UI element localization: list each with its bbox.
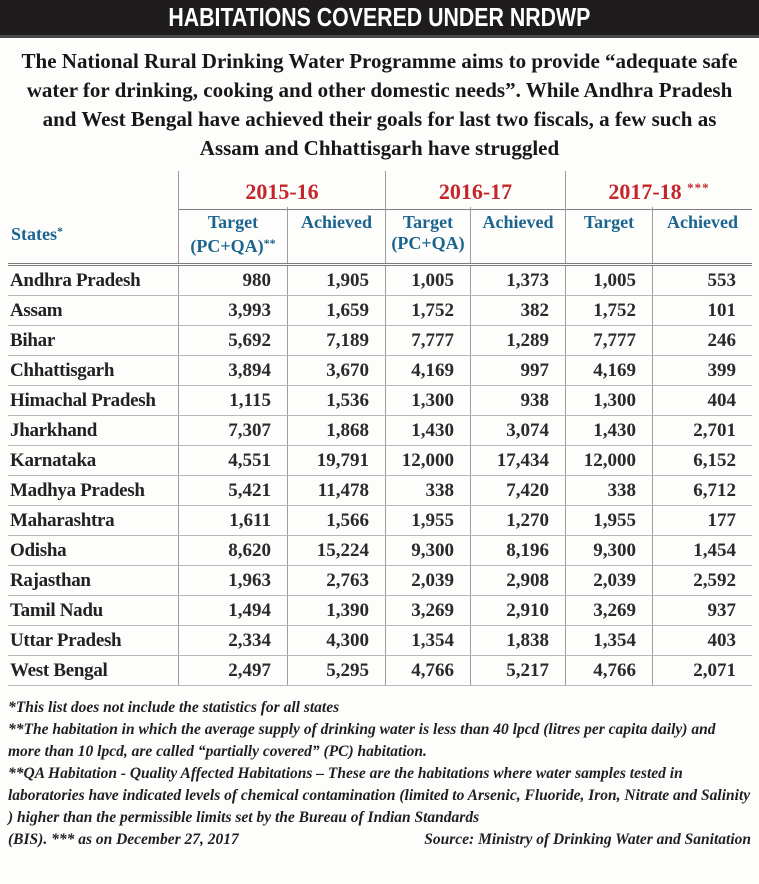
source-credit: Source: Ministry of Drinking Water and Sanitation (424, 831, 751, 848)
achieved-1516-cell: 1,905 (287, 266, 385, 295)
target-1617-cell: 7,777 (385, 326, 470, 355)
target-1718-cell: 7,777 (565, 326, 652, 355)
col-header-line2: (PC+QA) (391, 233, 465, 253)
achieved-1516-cell: 1,868 (287, 416, 385, 445)
state-cell: Tamil Nadu (10, 600, 103, 621)
state-cell: Andhra Pradesh (10, 270, 141, 291)
achieved-1516-cell: 15,224 (287, 536, 385, 565)
target-1718-cell: 2,039 (565, 566, 652, 595)
achieved-1718-cell: 6,712 (652, 476, 752, 505)
achieved-1617-cell: 3,074 (470, 416, 565, 445)
achieved-1516-cell: 11,478 (287, 476, 385, 505)
year-label: 2017-18 (608, 179, 682, 204)
table-body (8, 266, 752, 686)
table-row (8, 656, 752, 686)
achieved-1718-cell: 404 (652, 386, 752, 415)
headline-title: HABITATIONS COVERED UNDER NRDWP (168, 2, 591, 32)
target-1617-cell: 1,300 (385, 386, 470, 415)
target-1718-cell: 338 (565, 476, 652, 505)
table-row (8, 326, 752, 356)
footnotes (8, 697, 751, 851)
achieved-1718-cell: 1,454 (652, 536, 752, 565)
achieved-1516-cell: 1,566 (287, 506, 385, 535)
table-row (8, 446, 752, 476)
achieved-1718-cell: 246 (652, 326, 752, 355)
target-1516-cell: 7,307 (178, 416, 287, 445)
target-1516-cell: 3,993 (178, 296, 287, 325)
state-cell: Jharkhand (10, 420, 98, 441)
footnote-3: **QA Habitation - Quality Affected Habitations – These are the habitations where water samples tested in laboratories have indicated levels of chemical contamination (limited to Arsenic, Fluoride, Iron, Nitrate and Salinity ) higher than the permissible limits set by the Bureau of Indian Standards (8, 765, 751, 826)
achieved-1718-cell: 177 (652, 506, 752, 535)
table-row (8, 296, 752, 326)
table-row (8, 566, 752, 596)
achieved-1617-cell: 1,373 (470, 266, 565, 295)
target-1516-cell: 1,611 (178, 506, 287, 535)
col-header-line1: Target (207, 212, 259, 232)
target-1516-cell: 2,497 (178, 656, 287, 685)
col-header-achieved-1617 (470, 207, 565, 263)
target-1516-cell: 1,494 (178, 596, 287, 625)
achieved-1617-cell: 382 (470, 296, 565, 325)
col-header-line1: Target (583, 212, 635, 232)
target-1718-cell: 1,430 (565, 416, 652, 445)
year-header-row (8, 171, 752, 207)
target-1718-cell: 1,955 (565, 506, 652, 535)
col-header-achieved-1718 (652, 207, 752, 263)
target-1718-cell: 4,766 (565, 656, 652, 685)
year-header-2015-16 (178, 171, 385, 210)
achieved-1718-cell: 2,071 (652, 656, 752, 685)
states-label: States (11, 224, 57, 244)
target-1718-cell: 3,269 (565, 596, 652, 625)
achieved-1516-cell: 7,189 (287, 326, 385, 355)
state-cell: Odisha (10, 540, 67, 561)
target-1617-cell: 1,430 (385, 416, 470, 445)
achieved-1516-cell: 19,791 (287, 446, 385, 475)
target-1617-cell: 2,039 (385, 566, 470, 595)
year-label: 2015-16 (245, 179, 319, 204)
col-header-line2: (PC+QA) (190, 236, 264, 256)
achieved-1718-cell: 403 (652, 626, 752, 655)
state-cell: Rajasthan (10, 570, 91, 591)
col-header-line1: Target (402, 212, 454, 232)
states-column-header (8, 207, 178, 263)
state-cell: Uttar Pradesh (10, 630, 122, 651)
footnote-last-line (8, 829, 751, 851)
target-1516-cell: 2,334 (178, 626, 287, 655)
target-1516-cell: 1,115 (178, 386, 287, 415)
state-cell: West Bengal (10, 660, 108, 681)
col-header-target-1617 (385, 207, 470, 263)
achieved-1617-cell: 7,420 (470, 476, 565, 505)
table-row (8, 386, 752, 416)
achieved-1617-cell: 938 (470, 386, 565, 415)
achieved-1516-cell: 4,300 (287, 626, 385, 655)
table-row (8, 536, 752, 566)
state-cell: Madhya Pradesh (10, 480, 145, 501)
achieved-1718-cell: 101 (652, 296, 752, 325)
target-1617-cell: 1,005 (385, 266, 470, 295)
achieved-1617-cell: 1,838 (470, 626, 565, 655)
achieved-1718-cell: 6,152 (652, 446, 752, 475)
target-1617-cell: 9,300 (385, 536, 470, 565)
achieved-1718-cell: 2,592 (652, 566, 752, 595)
target-1718-cell: 1,005 (565, 266, 652, 295)
table-row (8, 266, 752, 296)
target-1617-cell: 1,955 (385, 506, 470, 535)
achieved-1516-cell: 2,763 (287, 566, 385, 595)
achieved-1516-cell: 5,295 (287, 656, 385, 685)
target-1617-cell: 1,752 (385, 296, 470, 325)
achieved-1617-cell: 2,908 (470, 566, 565, 595)
achieved-1617-cell: 2,910 (470, 596, 565, 625)
achieved-1516-cell: 3,670 (287, 356, 385, 385)
target-1516-cell: 980 (178, 266, 287, 295)
intro-paragraph: The National Rural Drinking Water Programme aims to provide “adequate safe water for drinking, cooking and other domestic needs”. While Andhra Pradesh and West Bengal have achieved their goals for last two fiscals, a few such as Assam and Chhattisgarh have struggled (21, 49, 738, 160)
states-sup: * (57, 224, 63, 238)
target-1617-cell: 1,354 (385, 626, 470, 655)
target-1718-cell: 9,300 (565, 536, 652, 565)
year-header-2017-18 (565, 171, 752, 210)
achieved-1718-cell: 399 (652, 356, 752, 385)
table-row (8, 416, 752, 446)
achieved-1617-cell: 997 (470, 356, 565, 385)
achieved-1516-cell: 1,659 (287, 296, 385, 325)
achieved-1617-cell: 17,434 (470, 446, 565, 475)
achieved-1617-cell: 1,270 (470, 506, 565, 535)
target-1617-cell: 4,169 (385, 356, 470, 385)
target-1516-cell: 5,692 (178, 326, 287, 355)
state-cell: Maharashtra (10, 510, 115, 531)
achieved-1516-cell: 1,390 (287, 596, 385, 625)
target-1516-cell: 5,421 (178, 476, 287, 505)
achieved-1516-cell: 1,536 (287, 386, 385, 415)
state-cell: Chhattisgarh (10, 360, 115, 381)
data-table (8, 171, 752, 686)
state-cell: Himachal Pradesh (10, 390, 156, 411)
target-1516-cell: 1,963 (178, 566, 287, 595)
as-of-date: (BIS). *** as on December 27, 2017 (8, 831, 239, 848)
state-cell: Assam (10, 300, 63, 321)
footnote-2: **The habitation in which the average supply of drinking water is less than 40 lpcd (litres per capita daily) and more than 10 lpcd, are called “partially covered” (PC) habitation. (8, 721, 716, 760)
table-row (8, 356, 752, 386)
col-header-line1: Achieved (301, 212, 372, 232)
achieved-1718-cell: 553 (652, 266, 752, 295)
achieved-1718-cell: 937 (652, 596, 752, 625)
year-header-2016-17 (385, 171, 565, 210)
year-label: 2016-17 (438, 179, 513, 204)
column-header-row (8, 207, 752, 266)
target-1718-cell: 1,752 (565, 296, 652, 325)
target-1516-cell: 3,894 (178, 356, 287, 385)
achieved-1617-cell: 8,196 (470, 536, 565, 565)
col-header-achieved-1516 (287, 207, 385, 263)
target-1516-cell: 8,620 (178, 536, 287, 565)
footnote-1: *This list does not include the statistics for all states (8, 699, 340, 716)
state-cell: Bihar (10, 330, 55, 351)
table-row (8, 596, 752, 626)
col-header-target-1516 (178, 207, 287, 263)
year-sup: *** (687, 180, 710, 195)
target-1617-cell: 338 (385, 476, 470, 505)
col-header-sup: ** (263, 236, 276, 250)
achieved-1718-cell: 2,701 (652, 416, 752, 445)
target-1617-cell: 4,766 (385, 656, 470, 685)
table-row (8, 626, 752, 656)
col-header-target-1718 (565, 207, 652, 263)
col-header-line1: Achieved (667, 212, 738, 232)
state-cell: Karnataka (10, 450, 96, 471)
headline-bar (0, 0, 759, 38)
col-header-line1: Achieved (482, 212, 554, 232)
table-row (8, 476, 752, 506)
year-header-spacer (8, 171, 178, 210)
target-1617-cell: 3,269 (385, 596, 470, 625)
target-1617-cell: 12,000 (385, 446, 470, 475)
table-row (8, 506, 752, 536)
target-1718-cell: 1,300 (565, 386, 652, 415)
target-1718-cell: 12,000 (565, 446, 652, 475)
achieved-1617-cell: 1,289 (470, 326, 565, 355)
target-1516-cell: 4,551 (178, 446, 287, 475)
target-1718-cell: 4,169 (565, 356, 652, 385)
target-1718-cell: 1,354 (565, 626, 652, 655)
achieved-1617-cell: 5,217 (470, 656, 565, 685)
